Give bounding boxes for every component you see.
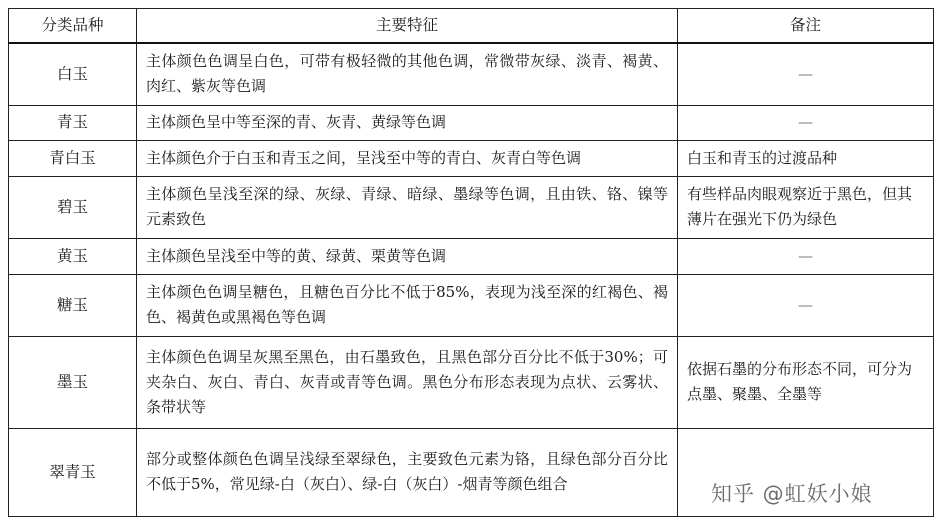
note-cell: — xyxy=(678,238,934,274)
table-header-row xyxy=(9,9,934,44)
feature-cell: 主体颜色色调呈白色，可带有极轻微的其他色调，常微带灰绿、淡青、褐黄、肉红、紫灰等色调 xyxy=(137,43,678,105)
table-row xyxy=(9,43,934,105)
table-row xyxy=(9,274,934,336)
note-cell: — xyxy=(678,105,934,140)
feature-cell: 主体颜色呈浅至中等的黄、绿黄、栗黄等色调 xyxy=(137,238,678,274)
category-cell: 黄玉 xyxy=(9,238,137,274)
note-cell: 有些样品肉眼观察近于黑色，但其薄片在强光下仍为绿色 xyxy=(678,176,934,238)
header-note: 备注 xyxy=(678,9,934,44)
category-cell: 碧玉 xyxy=(9,176,137,238)
table-row xyxy=(9,336,934,428)
category-cell: 青玉 xyxy=(9,105,137,140)
category-cell: 青白玉 xyxy=(9,140,137,176)
category-cell: 白玉 xyxy=(9,43,137,105)
note-cell: 依据石墨的分布形态不同，可分为点墨、聚墨、全墨等 xyxy=(678,336,934,428)
table-row xyxy=(9,238,934,274)
jade-classification-table xyxy=(8,8,934,517)
note-cell: — xyxy=(678,43,934,105)
feature-cell: 主体颜色色调呈糖色，且糖色百分比不低于85%，表现为浅至深的红褐色、褐色、褐黄色或黑褐色等色调 xyxy=(137,274,678,336)
header-category: 分类品种 xyxy=(9,9,137,44)
zhihu-watermark: 知乎 @虹妖小娘 xyxy=(711,482,873,506)
feature-cell: 主体颜色呈浅至深的绿、灰绿、青绿、暗绿、墨绿等色调，且由铁、铬、镍等元素致色 xyxy=(137,176,678,238)
note-cell: — xyxy=(678,274,934,336)
feature-cell: 主体颜色色调呈灰黑至黑色，由石墨致色，且黑色部分百分比不低于30%；可夹杂白、灰白、青白、灰青或青等色调。黑色分布形态表现为点状、云雾状、条带状等 xyxy=(137,336,678,428)
feature-cell: 部分或整体颜色色调呈浅绿至翠绿色，主要致色元素为铬，且绿色部分百分比不低于5%，常见绿-白（灰白）、绿-白（灰白）-烟青等颜色组合 xyxy=(137,428,678,516)
category-cell: 翠青玉 xyxy=(9,428,137,516)
note-cell: 白玉和青玉的过渡品种 xyxy=(678,140,934,176)
feature-cell: 主体颜色介于白玉和青玉之间，呈浅至中等的青白、灰青白等色调 xyxy=(137,140,678,176)
header-feature: 主要特征 xyxy=(137,9,678,44)
category-cell: 墨玉 xyxy=(9,336,137,428)
table-row xyxy=(9,140,934,176)
feature-cell: 主体颜色呈中等至深的青、灰青、黄绿等色调 xyxy=(137,105,678,140)
table-row xyxy=(9,176,934,238)
table-row xyxy=(9,105,934,140)
category-cell: 糖玉 xyxy=(9,274,137,336)
